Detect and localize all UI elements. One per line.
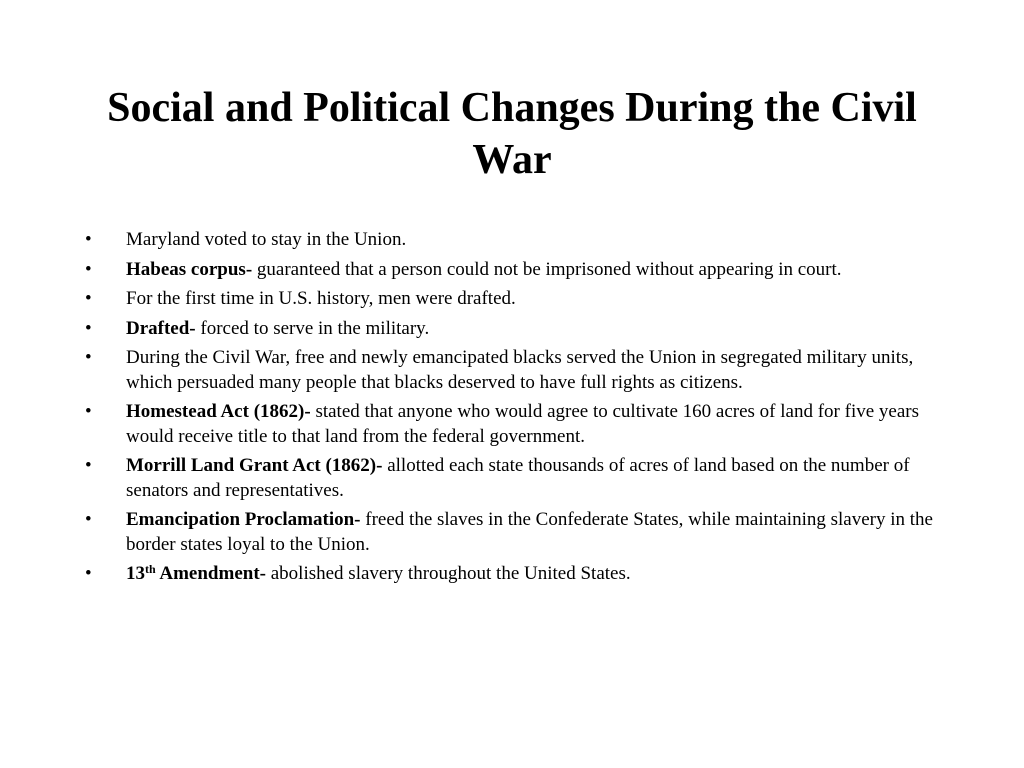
term — [126, 455, 382, 476]
bullet-icon: • — [85, 509, 92, 530]
list-item — [85, 400, 945, 449]
bullet-icon: • — [85, 401, 92, 422]
item-text: allotted each state thousands of acres of land based on the number of senators and representatives. — [126, 455, 910, 501]
term-superscript: th — [145, 562, 156, 576]
term — [126, 259, 252, 280]
item-text: For the first time in U.S. history, men were drafted. — [126, 288, 516, 309]
item-text: Maryland voted to stay in the Union. — [126, 229, 407, 250]
bullet-icon: • — [85, 563, 92, 584]
bullet-icon: • — [85, 455, 92, 476]
list-item — [85, 346, 945, 395]
item-text: abolished slavery throughout the United States. — [265, 563, 631, 584]
item-text: stated that anyone who would agree to cultivate 160 acres of land for five years would receive title to that land from the federal government. — [126, 401, 919, 447]
term — [126, 318, 196, 339]
list-item — [85, 508, 945, 557]
term-label: Morrill Land Grant Act (1862)- — [126, 455, 383, 476]
term-label-rest: Amendment- — [155, 563, 266, 584]
slide-title: Social and Political Changes During the Civil War — [107, 85, 917, 183]
list-item — [85, 562, 945, 587]
term — [126, 401, 311, 422]
bullet-icon: • — [85, 229, 92, 250]
bullet-icon: • — [85, 258, 92, 280]
bullet-list — [85, 228, 945, 592]
item-text: freed the slaves in the Confederate States, while maintaining slavery in the border states loyal to the Union. — [126, 509, 933, 555]
bullet-icon: • — [85, 288, 92, 309]
list-item — [85, 454, 945, 503]
term-label: Homestead Act (1862)- — [126, 401, 311, 422]
item-text: During the Civil War, free and newly emancipated blacks served the Union in segregated military units, which persuaded many people that blacks deserved to have full rights as citizens. — [126, 347, 914, 393]
item-text: guaranteed that a person could not be imprisoned without appearing in court. — [252, 258, 842, 280]
term — [126, 509, 361, 530]
term-label: Emancipation Proclamation- — [126, 509, 361, 530]
term-label: Drafted- — [126, 317, 196, 339]
bullet-icon: • — [85, 347, 92, 368]
term-label: 13 — [126, 563, 145, 584]
list-item — [85, 317, 945, 342]
list-item — [85, 228, 945, 253]
item-text: forced to serve in the military. — [195, 317, 430, 339]
term-label: Habeas corpus- — [126, 258, 253, 280]
list-item — [85, 258, 945, 283]
bullet-icon: • — [85, 317, 92, 339]
term — [126, 563, 266, 584]
list-item — [85, 287, 945, 312]
